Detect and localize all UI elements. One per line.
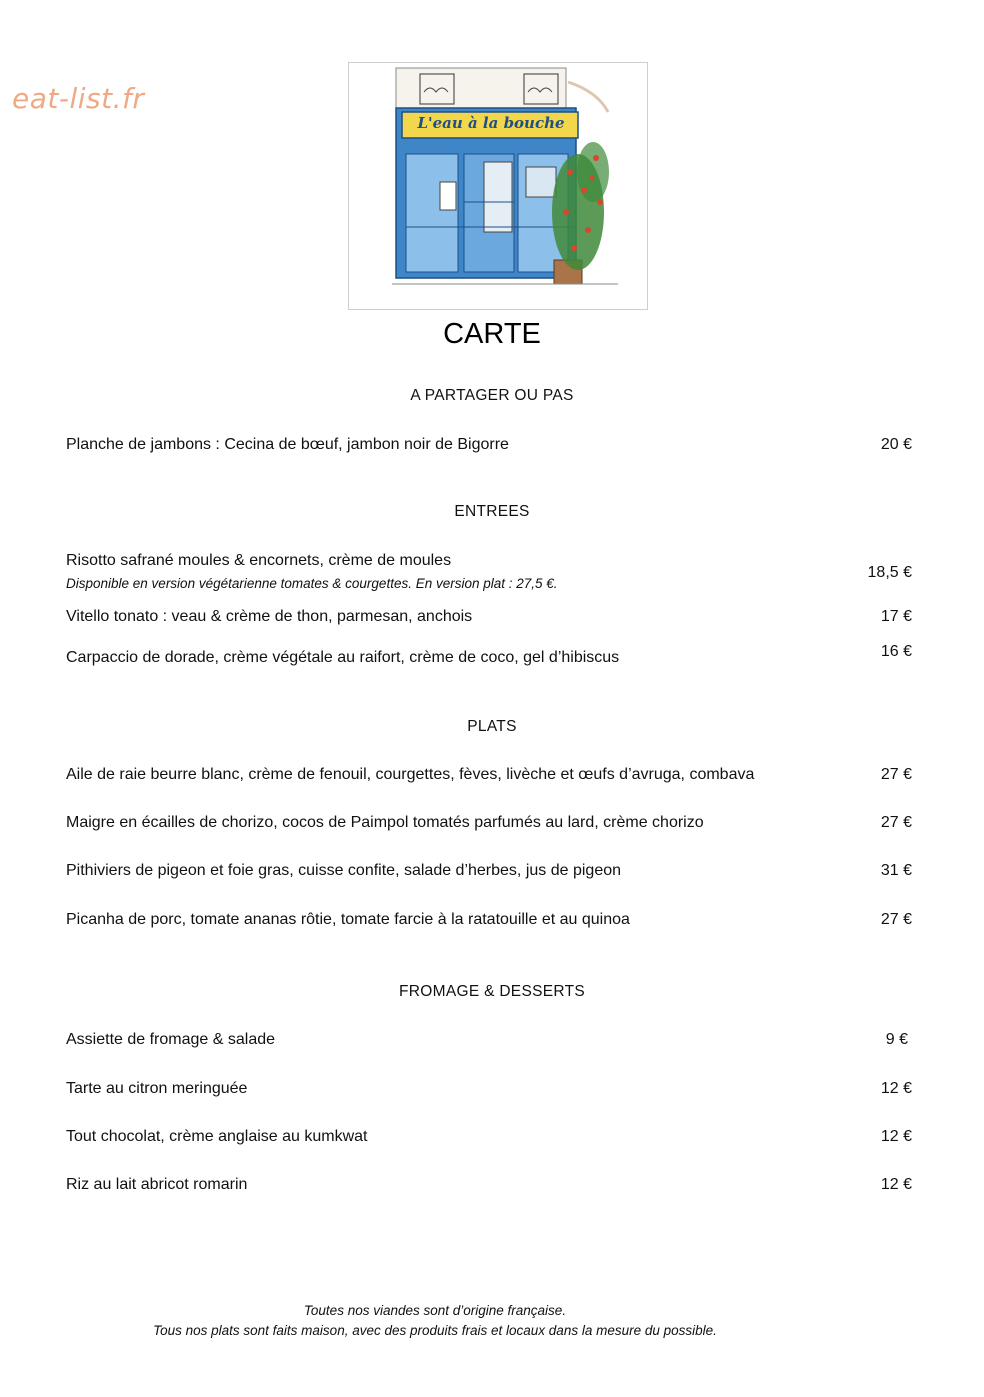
menu-item-name: Carpaccio de dorade, crème végétale au raifort, crème de coco, gel d’hibiscus xyxy=(66,649,620,666)
menu-item-price: 12 € xyxy=(880,1080,912,1097)
menu-item-name: Tarte au citron meringuée xyxy=(66,1080,248,1097)
menu-item-price: 27 € xyxy=(880,911,912,928)
watermark: eat-list.fr xyxy=(12,82,145,115)
section-title-plats: PLATS xyxy=(467,718,517,735)
menu-item-price: 17 € xyxy=(880,608,912,625)
menu-item-price: 27 € xyxy=(880,814,912,831)
menu-item-price: 12 € xyxy=(880,1128,912,1145)
restaurant-facade-illustration xyxy=(348,62,648,310)
menu-item-price: 18,5 € xyxy=(867,564,912,581)
menu-item-note: Disponible en version végétarienne tomates & courgettes. En version plat : 27,5 €. xyxy=(66,576,558,591)
menu-item-name: Riz au lait abricot romarin xyxy=(66,1176,248,1193)
menu-item-name: Pithiviers de pigeon et foie gras, cuisse confite, salade d’herbes, jus de pigeon xyxy=(66,862,622,879)
page-title: CARTE xyxy=(443,318,541,350)
menu-item-name: Picanha de porc, tomate ananas rôtie, tomate farcie à la ratatouille et au quinoa xyxy=(66,911,630,928)
menu-item-price: 12 € xyxy=(880,1176,912,1193)
menu-item-name: Maigre en écailles de chorizo, cocos de Paimpol tomatés parfumés au lard, crème chorizo xyxy=(66,814,704,831)
menu-item-name: Assiette de fromage & salade xyxy=(66,1031,276,1048)
menu-item-name: Vitello tonato : veau & crème de thon, parmesan, anchois xyxy=(66,608,473,625)
menu-item-price: 16 € xyxy=(880,643,912,660)
menu-item-price: 31 € xyxy=(880,862,912,879)
menu-item-name: Aile de raie beurre blanc, crème de fenouil, courgettes, fèves, livèche et œufs d’avruga, combava xyxy=(66,766,755,783)
facade-drawing xyxy=(348,62,648,310)
menu-item-price: 20 € xyxy=(880,436,912,453)
menu-item-price: 9 € xyxy=(885,1031,908,1048)
footer-line-origin: Toutes nos viandes sont d’origine française. xyxy=(303,1303,567,1318)
section-title-partager: A PARTAGER OU PAS xyxy=(410,387,574,404)
footer-line-homemade: Tous nos plats sont faits maison, avec des produits frais et locaux dans la mesure du possible. xyxy=(153,1323,717,1338)
section-title-desserts: FROMAGE & DESSERTS xyxy=(399,983,585,1000)
menu-item-name: Tout chocolat, crème anglaise au kumkwat xyxy=(66,1128,368,1145)
section-title-entrees: ENTREES xyxy=(454,503,530,520)
menu-item-name: Risotto safrané moules & encornets, crème de moules xyxy=(66,552,452,569)
menu-item-name: Planche de jambons : Cecina de bœuf, jambon noir de Bigorre xyxy=(66,436,509,453)
menu-item-price: 27 € xyxy=(880,766,912,783)
shop-sign-text: L'eau à la bouche xyxy=(417,114,565,132)
